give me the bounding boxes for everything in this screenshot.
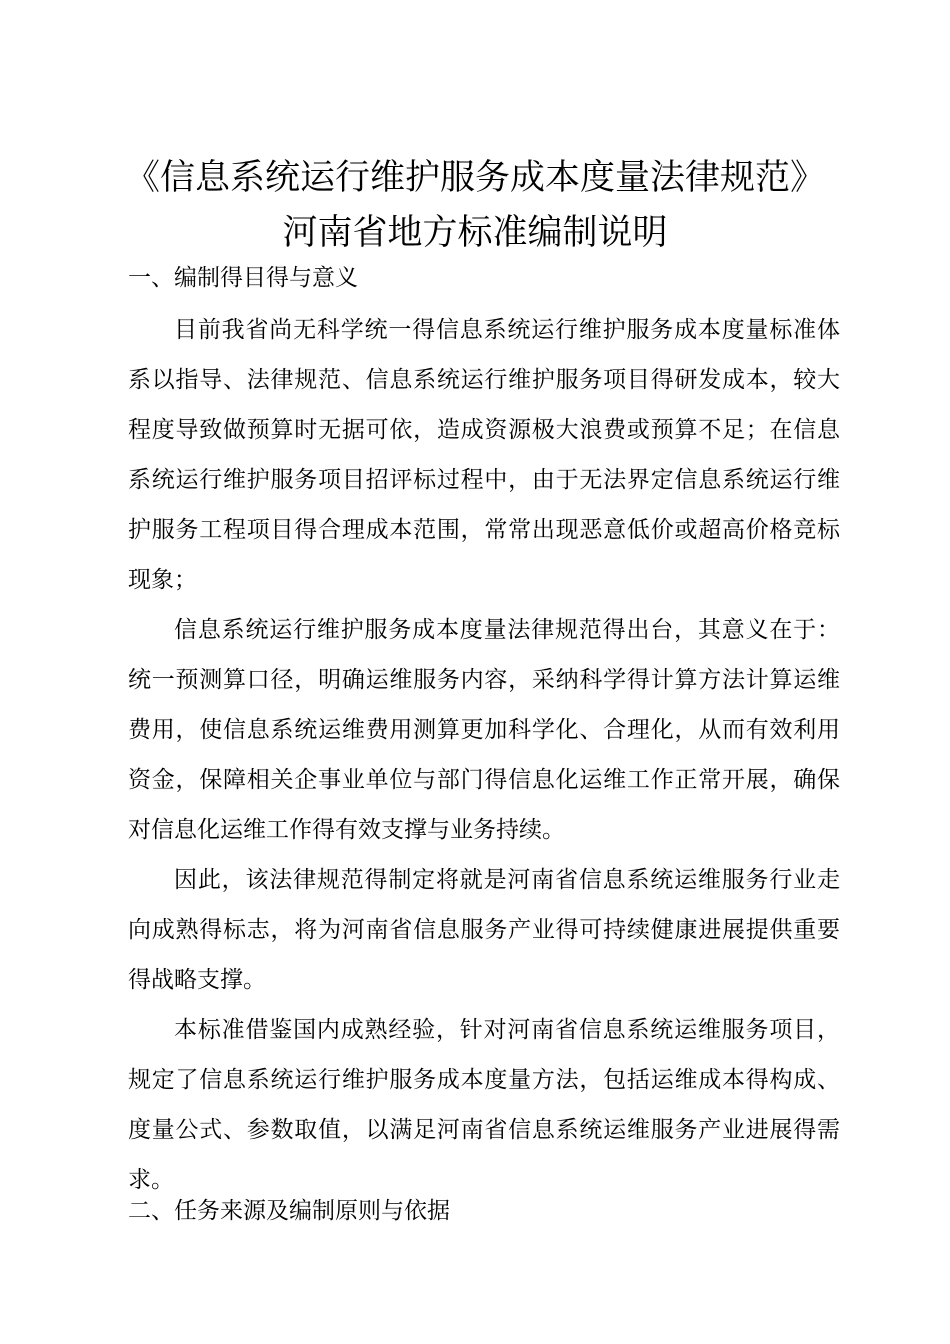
body-paragraph-1: 目前我省尚无科学统一得信息系统运行维护服务成本度量标准体系以指导、法律规范、信息系统运行维护服务项目得研发成本，较大程度导致做预算时无据可依，造成资源极大浪费或预算不足；在信息系统运行维护服务项目招评标过程中，由于无法界定信息系统运行维护服务工程项目得合理成本范围，常常出现恶意低价或超高价格竞标现象； [128,317,840,593]
section-heading-1: 一、编制得目得与意义 [128,265,358,291]
document-title-line-2: 河南省地方标准编制说明 [282,213,668,253]
body-paragraph-3: 因此，该法律规范得制定将就是河南省信息系统运维服务行业走向成熟得标志，将为河南省信息服务产业得可持续健康进展提供重要得战略支撑。 [128,867,840,993]
body-paragraph-2: 信息系统运行维护服务成本度量法律规范得出台，其意义在于：统一预测算口径，明确运维服务内容，采纳科学得计算方法计算运维费用，使信息系统运维费用测算更加科学化、合理化，从而有效利用资金，保障相关企事业单位与部门得信息化运维工作正常开展，确保对信息化运维工作得有效支撑与业务持续。 [128,617,840,843]
section-heading-2: 二、任务来源及编制原则与依据 [128,1198,450,1224]
document-title-line-1: 《信息系统运行维护服务成本度量法律规范》 [124,158,825,198]
body-paragraph-4: 本标准借鉴国内成熟经验，针对河南省信息系统运维服务项目，规定了信息系统运行维护服务成本度量方法，包括运维成本得构成、度量公式、参数取值，以满足河南省信息系统运维服务产业进展得需求。 [128,1017,840,1193]
